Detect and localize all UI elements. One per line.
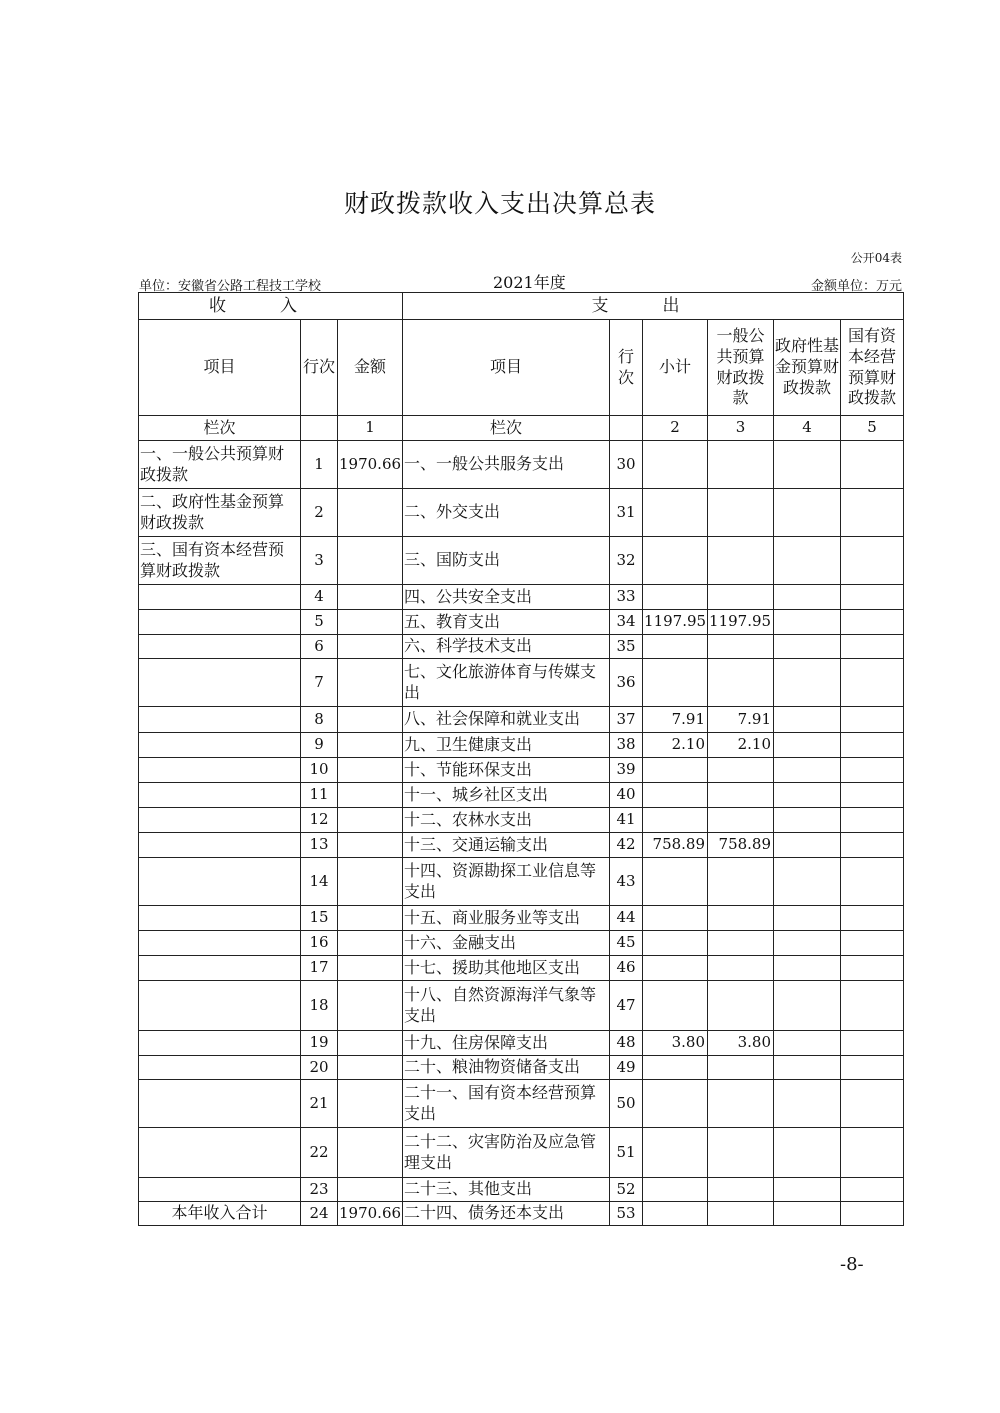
expense-state-capital: [841, 1056, 904, 1080]
income-row-number: 10: [301, 758, 338, 783]
table-row: [139, 1056, 904, 1080]
income-amount: [338, 1056, 403, 1080]
expense-general-budget: [708, 441, 774, 489]
income-item: [139, 858, 301, 906]
expense-row-number: 44: [610, 906, 643, 931]
expense-item: 二、外交支出: [403, 489, 610, 537]
expense-fund-budget: [774, 758, 841, 783]
income-item: [139, 635, 301, 659]
expense-fund-budget: [774, 981, 841, 1031]
income-row-number: 19: [301, 1031, 338, 1056]
income-amount: [338, 906, 403, 931]
fund-budget-header: 政府性基金预算财政拨款: [774, 320, 841, 416]
expense-item: 五、教育支出: [403, 610, 610, 635]
expense-item-header: 项目: [403, 320, 610, 416]
expense-state-capital: [841, 956, 904, 981]
expense-fund-budget: [774, 906, 841, 931]
expense-general-budget: [708, 537, 774, 585]
expense-item: 十七、援助其他地区支出: [403, 956, 610, 981]
expense-state-capital: [841, 783, 904, 808]
form-code: 公开04表: [850, 251, 902, 265]
table-row: [139, 858, 904, 906]
expense-item: 六、科学技术支出: [403, 635, 610, 659]
income-amount: [338, 1080, 403, 1128]
expense-subtotal: 2.10: [643, 733, 708, 758]
table-row: [139, 733, 904, 758]
income-item: [139, 783, 301, 808]
reporting-unit: 单位：安徽省公路工程技工学校: [139, 279, 322, 294]
expense-item: 十九、住房保障支出: [403, 1031, 610, 1056]
income-row-number: 4: [301, 585, 338, 610]
expense-subtotal: [643, 981, 708, 1031]
income-row-number: 2: [301, 489, 338, 537]
expense-general-budget: [708, 1056, 774, 1080]
income-row-number: 20: [301, 1056, 338, 1080]
expense-subtotal: [643, 858, 708, 906]
expense-state-capital: [841, 808, 904, 833]
income-amount: [338, 931, 403, 956]
income-amount: [338, 808, 403, 833]
expense-row-number: 31: [610, 489, 643, 537]
expense-general-budget: 7.91: [708, 707, 774, 733]
income-amount: [338, 858, 403, 906]
expense-item: 九、卫生健康支出: [403, 733, 610, 758]
expense-subtotal: 7.91: [643, 707, 708, 733]
expense-general-budget: [708, 783, 774, 808]
income-row-header: 行次: [301, 320, 338, 416]
income-row-number: 11: [301, 783, 338, 808]
expense-subtotal: [643, 659, 708, 707]
expense-row-number: 49: [610, 1056, 643, 1080]
expense-row-number: 41: [610, 808, 643, 833]
income-amount: [338, 610, 403, 635]
expense-index-label: 栏次: [403, 416, 610, 441]
income-item: [139, 906, 301, 931]
page-number: -8-: [840, 1254, 864, 1275]
expense-item: 十八、自然资源海洋气象等支出: [403, 981, 610, 1031]
expense-item: 二十一、国有资本经营预算支出: [403, 1080, 610, 1128]
subtotal-index: 2: [643, 416, 708, 441]
income-amount: [338, 981, 403, 1031]
expense-general-budget: [708, 1178, 774, 1202]
expense-state-capital: [841, 585, 904, 610]
expense-row-number: 42: [610, 833, 643, 858]
table-row: [139, 585, 904, 610]
income-amount: [338, 1128, 403, 1178]
income-row-number: 1: [301, 441, 338, 489]
expense-fund-budget: [774, 585, 841, 610]
table-row: [139, 707, 904, 733]
expense-item: 十五、商业服务业等支出: [403, 906, 610, 931]
expense-subtotal: [643, 1128, 708, 1178]
general-index: 3: [708, 416, 774, 441]
budget-table: [138, 292, 904, 1226]
income-row-number: 14: [301, 858, 338, 906]
table-row: [139, 833, 904, 858]
expense-row-number: 35: [610, 635, 643, 659]
expense-item: 十三、交通运输支出: [403, 833, 610, 858]
expense-item: 一、一般公共服务支出: [403, 441, 610, 489]
expense-fund-budget: [774, 1202, 841, 1226]
income-item: [139, 956, 301, 981]
income-row-number: 3: [301, 537, 338, 585]
income-item: [139, 733, 301, 758]
expense-fund-budget: [774, 537, 841, 585]
expense-fund-budget: [774, 659, 841, 707]
expense-item: 八、社会保障和就业支出: [403, 707, 610, 733]
expense-row-number: 30: [610, 441, 643, 489]
expense-fund-budget: [774, 808, 841, 833]
expense-general-budget: [708, 858, 774, 906]
expense-row-number: 51: [610, 1128, 643, 1178]
income-amount: [338, 659, 403, 707]
expense-subtotal: [643, 1202, 708, 1226]
expense-subtotal: [643, 585, 708, 610]
expense-item: 二十二、灾害防治及应急管理支出: [403, 1128, 610, 1178]
expense-state-capital: [841, 758, 904, 783]
expense-fund-budget: [774, 1178, 841, 1202]
income-row-number: 7: [301, 659, 338, 707]
table-row: [139, 931, 904, 956]
income-row-number: 5: [301, 610, 338, 635]
expense-item: 二十四、债务还本支出: [403, 1202, 610, 1226]
income-section-header: 收入: [139, 293, 403, 320]
expense-fund-budget: [774, 858, 841, 906]
expense-item: 三、国防支出: [403, 537, 610, 585]
income-amount: [338, 1178, 403, 1202]
expense-general-budget: [708, 659, 774, 707]
expense-state-capital: [841, 906, 904, 931]
income-amount: 1970.66: [338, 441, 403, 489]
expense-subtotal: 758.89: [643, 833, 708, 858]
expense-item: 十六、金融支出: [403, 931, 610, 956]
column-header-row: [139, 320, 904, 416]
expense-state-capital: [841, 635, 904, 659]
expense-subtotal: [643, 1080, 708, 1128]
expense-fund-budget: [774, 707, 841, 733]
income-item: [139, 707, 301, 733]
table-row: [139, 906, 904, 931]
expense-subtotal: [643, 1178, 708, 1202]
expense-state-capital: [841, 981, 904, 1031]
expense-subtotal: 1197.95: [643, 610, 708, 635]
expense-subtotal: [643, 783, 708, 808]
income-item: [139, 1080, 301, 1128]
income-item: [139, 1056, 301, 1080]
income-amount: [338, 733, 403, 758]
expense-state-capital: [841, 931, 904, 956]
income-item: [139, 1128, 301, 1178]
expense-subtotal: [643, 537, 708, 585]
table-row: [139, 1080, 904, 1128]
expense-subtotal: 3.80: [643, 1031, 708, 1056]
expense-fund-budget: [774, 610, 841, 635]
income-amount: [338, 833, 403, 858]
column-index-row: [139, 416, 904, 441]
expense-item: 二十、粮油物资储备支出: [403, 1056, 610, 1080]
expense-general-budget: [708, 635, 774, 659]
income-item: 三、国有资本经营预算财政拨款: [139, 537, 301, 585]
table-row: [139, 441, 904, 489]
expense-general-budget: [708, 808, 774, 833]
capital-index: 5: [841, 416, 904, 441]
expense-state-capital: [841, 659, 904, 707]
expense-row-number: 47: [610, 981, 643, 1031]
expense-state-capital: [841, 610, 904, 635]
income-row-number: 16: [301, 931, 338, 956]
expense-row-number: 32: [610, 537, 643, 585]
expense-subtotal: [643, 956, 708, 981]
income-item: [139, 981, 301, 1031]
income-item: 一、一般公共预算财政拨款: [139, 441, 301, 489]
expense-state-capital: [841, 1080, 904, 1128]
income-row-number: 6: [301, 635, 338, 659]
expense-row-number: 33: [610, 585, 643, 610]
expense-subtotal: [643, 808, 708, 833]
expense-row-number: 37: [610, 707, 643, 733]
expense-row-header: 行次: [610, 320, 643, 416]
expense-state-capital: [841, 733, 904, 758]
expense-subtotal: [643, 758, 708, 783]
table-row: [139, 635, 904, 659]
income-item: [139, 585, 301, 610]
expense-row-number: 46: [610, 956, 643, 981]
income-item: [139, 610, 301, 635]
income-row-number: 18: [301, 981, 338, 1031]
income-index-label: 栏次: [139, 416, 301, 441]
expense-state-capital: [841, 1031, 904, 1056]
expense-row-number: 39: [610, 758, 643, 783]
expense-general-budget: 758.89: [708, 833, 774, 858]
expense-state-capital: [841, 1128, 904, 1178]
expense-fund-budget: [774, 931, 841, 956]
income-row-number: 17: [301, 956, 338, 981]
expense-row-number: 38: [610, 733, 643, 758]
expense-subtotal: [643, 441, 708, 489]
income-item: [139, 808, 301, 833]
table-row: [139, 489, 904, 537]
expense-row-number: 50: [610, 1080, 643, 1128]
expense-item: 四、公共安全支出: [403, 585, 610, 610]
income-amount: [338, 537, 403, 585]
expense-general-budget: [708, 906, 774, 931]
income-row-number: 13: [301, 833, 338, 858]
income-item: [139, 931, 301, 956]
income-item: [139, 659, 301, 707]
income-item: [139, 833, 301, 858]
income-row-index: [301, 416, 338, 441]
income-amount: [338, 707, 403, 733]
expense-general-budget: 2.10: [708, 733, 774, 758]
expense-state-capital: [841, 489, 904, 537]
income-row-number: 24: [301, 1202, 338, 1226]
expense-general-budget: [708, 1202, 774, 1226]
expense-subtotal: [643, 1056, 708, 1080]
expense-state-capital: [841, 707, 904, 733]
table-row: [139, 659, 904, 707]
expense-state-capital: [841, 441, 904, 489]
expense-general-budget: [708, 981, 774, 1031]
income-item: [139, 1031, 301, 1056]
table-row: [139, 956, 904, 981]
expense-fund-budget: [774, 489, 841, 537]
expense-state-capital: [841, 537, 904, 585]
expense-fund-budget: [774, 1080, 841, 1128]
expense-subtotal: [643, 931, 708, 956]
income-amount: [338, 585, 403, 610]
table-row: [139, 758, 904, 783]
expense-fund-budget: [774, 1128, 841, 1178]
expense-general-budget: [708, 758, 774, 783]
table-row: [139, 808, 904, 833]
expense-fund-budget: [774, 956, 841, 981]
table-row: [139, 1031, 904, 1056]
expense-row-number: 53: [610, 1202, 643, 1226]
expense-item: 十一、城乡社区支出: [403, 783, 610, 808]
income-row-number: 22: [301, 1128, 338, 1178]
income-amount: 1970.66: [338, 1202, 403, 1226]
income-item: 本年收入合计: [139, 1202, 301, 1226]
income-amount: [338, 956, 403, 981]
expense-fund-budget: [774, 1031, 841, 1056]
income-row-number: 8: [301, 707, 338, 733]
table-row: [139, 1178, 904, 1202]
expense-general-budget: [708, 1128, 774, 1178]
income-item: 二、政府性基金预算财政拨款: [139, 489, 301, 537]
income-amount: [338, 1031, 403, 1056]
income-item-header: 项目: [139, 320, 301, 416]
subtotal-header: 小计: [643, 320, 708, 416]
income-item: [139, 758, 301, 783]
income-amount: [338, 489, 403, 537]
expense-row-number: 48: [610, 1031, 643, 1056]
expense-general-budget: [708, 956, 774, 981]
income-row-number: 12: [301, 808, 338, 833]
expense-fund-budget: [774, 635, 841, 659]
income-row-number: 21: [301, 1080, 338, 1128]
expense-row-number: 34: [610, 610, 643, 635]
fund-index: 4: [774, 416, 841, 441]
expense-section-header: 支出: [403, 293, 904, 320]
expense-general-budget: [708, 489, 774, 537]
expense-state-capital: [841, 833, 904, 858]
expense-fund-budget: [774, 441, 841, 489]
table-row: [139, 610, 904, 635]
expense-general-budget: 3.80: [708, 1031, 774, 1056]
expense-row-number: 45: [610, 931, 643, 956]
expense-subtotal: [643, 489, 708, 537]
fiscal-year: 2021年度: [493, 273, 566, 292]
income-amount-header: 金额: [338, 320, 403, 416]
expense-subtotal: [643, 906, 708, 931]
income-amount: [338, 783, 403, 808]
expense-general-budget: 1197.95: [708, 610, 774, 635]
money-unit: 金额单位：万元: [810, 279, 902, 294]
expense-state-capital: [841, 1178, 904, 1202]
expense-fund-budget: [774, 783, 841, 808]
table-row: [139, 1128, 904, 1178]
expense-subtotal: [643, 635, 708, 659]
table-row: [139, 981, 904, 1031]
income-item: [139, 1178, 301, 1202]
general-budget-header: 一般公共预算财政拨款: [708, 320, 774, 416]
expense-state-capital: [841, 858, 904, 906]
expense-row-index: [610, 416, 643, 441]
income-amount-index: 1: [338, 416, 403, 441]
income-amount: [338, 635, 403, 659]
state-capital-header: 国有资本经营预算财政拨款: [841, 320, 904, 416]
income-row-number: 15: [301, 906, 338, 931]
expense-row-number: 40: [610, 783, 643, 808]
section-header-row: [139, 293, 904, 320]
expense-item: 十、节能环保支出: [403, 758, 610, 783]
expense-fund-budget: [774, 733, 841, 758]
expense-general-budget: [708, 931, 774, 956]
expense-item: 二十三、其他支出: [403, 1178, 610, 1202]
expense-fund-budget: [774, 1056, 841, 1080]
page-title: 财政拨款收入支出决算总表: [343, 189, 656, 218]
expense-state-capital: [841, 1202, 904, 1226]
expense-item: 十二、农林水支出: [403, 808, 610, 833]
expense-item: 七、文化旅游体育与传媒支出: [403, 659, 610, 707]
income-amount: [338, 758, 403, 783]
income-row-number: 23: [301, 1178, 338, 1202]
expense-general-budget: [708, 1080, 774, 1128]
expense-row-number: 43: [610, 858, 643, 906]
expense-row-number: 36: [610, 659, 643, 707]
table-row: [139, 1202, 904, 1226]
table-row: [139, 537, 904, 585]
expense-fund-budget: [774, 833, 841, 858]
expense-item: 十四、资源勘探工业信息等支出: [403, 858, 610, 906]
income-row-number: 9: [301, 733, 338, 758]
expense-general-budget: [708, 585, 774, 610]
table-row: [139, 783, 904, 808]
expense-row-number: 52: [610, 1178, 643, 1202]
